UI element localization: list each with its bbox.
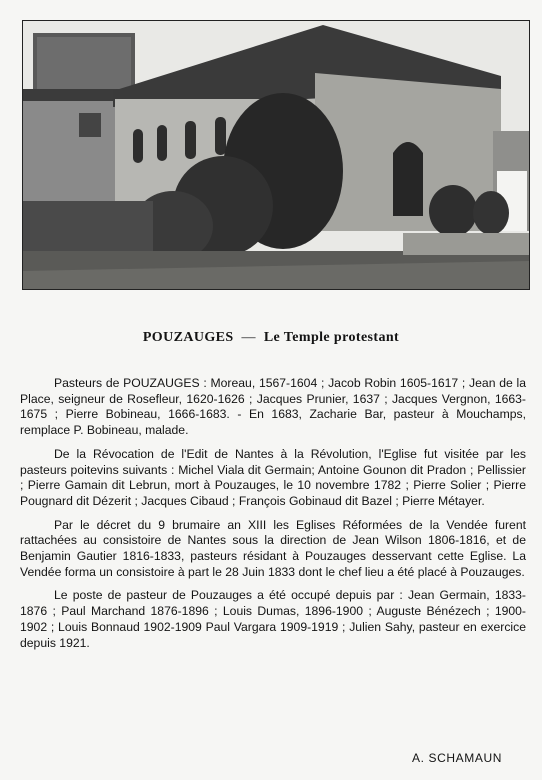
- paragraph-revocation: De la Révocation de l'Edit de Nantes à la Révolution, l'Eglise fut visitée par les pasteurs poitevins suivants : Michel Viala dit Germain; Antoine Gounon dit Pradon ; Pellissier ; Pierre Gamain dit Lebrun, mort à Pouzauges, le 10 novembre 1782 ; Pierre Solier ; Pierre Pougnard dit Dézerit ; Jacques Cibaud ; François Gobinaud dit Bazel ; Pierre Métayer.: [20, 446, 526, 508]
- caption-place: POUZAUGES: [142, 330, 234, 345]
- caption-title: Le Temple protestant: [263, 330, 400, 345]
- paragraph-post: Le poste de pasteur de Pouzauges a été occupé depuis par : Jean Germain, 1833-1876 ; Paul Marchand 1876-1896 ; Louis Dumas, 1896-1900 ; Auguste Bénézech ; 1900-1902 ; Louis Bonnaud 1902-1909 Paul Vargara 1909-1919 ; Julien Sahy, pasteur en exercice depuis 1921.: [20, 588, 526, 650]
- history-text: [20, 376, 526, 659]
- paragraph-decree: Par le décret du 9 brumaire an XIII les Eglises Réformées de la Vendée furent rattachées au consistoire de Nantes sous la direction de Jean Wilson 1806-1816, et de Benjamin Gautier 1816-1833, pasteurs résidant à Pouzauges desservant cette Eglise. La Vendée forma un consistoire à part le 28 Juin 1833 dont le chef lieu a été placé à Pouzauges.: [20, 517, 526, 579]
- paragraph-pastors: Pasteurs de POUZAUGES : Moreau, 1567-1604 ; Jacob Robin 1605-1617 ; Jean de la Place, seigneur de Rosefleur, 1620-1626 ; Jacques Prunier, 1637 ; Jacques Vergnon, 1663-1675 ; Pierre Bobineau, 1666-1683. - En 1683, Zacharie Bar, pasteur à Mouchamps, remplace P. Bobineau, malade.: [20, 376, 526, 438]
- church-photo: [22, 20, 530, 290]
- church-photo-illustration: [23, 21, 529, 289]
- author-signature: A. SCHAMAUN: [412, 751, 502, 765]
- caption-separator: —: [241, 330, 256, 345]
- photo-caption: [0, 330, 542, 346]
